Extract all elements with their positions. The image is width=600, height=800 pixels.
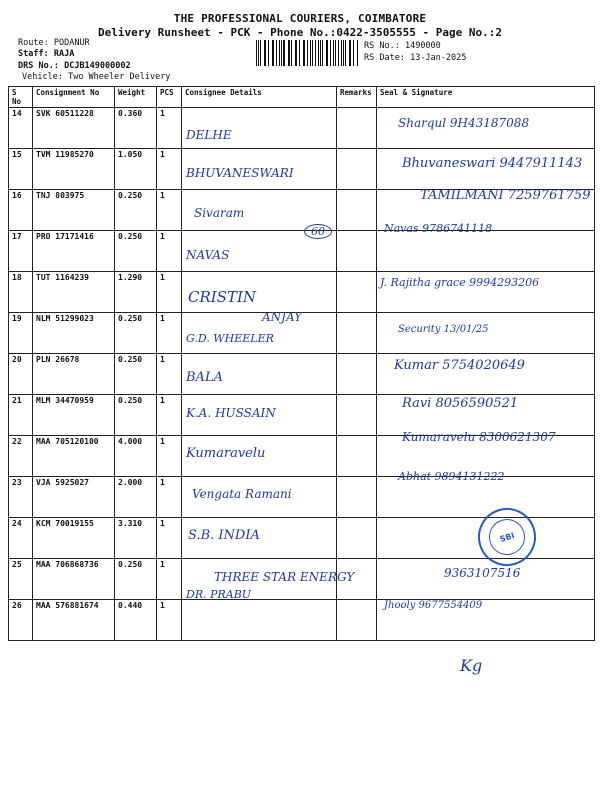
rs-date-label: RS Date: — [364, 53, 405, 63]
sno-cell: 21 — [9, 395, 33, 436]
handwritten-signature: Security 13/01/25 — [398, 324, 489, 335]
handwritten-consignee: DR. PRABU — [186, 588, 252, 601]
remarks-cell — [337, 272, 377, 313]
drs-value: DCJB149000002 — [64, 61, 131, 71]
rs-no-label: RS No.: — [364, 41, 400, 51]
sno-cell: 25 — [9, 559, 33, 600]
remarks-cell — [337, 190, 377, 231]
handwritten-consignee: K.A. HUSSAIN — [186, 406, 276, 420]
consignment-cell: TNJ 803975 — [33, 190, 115, 231]
handwritten-60: 60 — [304, 224, 332, 239]
barcode-bar — [322, 40, 323, 66]
consignment-cell: PRO 17171416 — [33, 231, 115, 272]
barcode-bar — [343, 40, 344, 66]
staff-label: Staff: — [18, 49, 49, 59]
col-pcs: PCS — [157, 87, 182, 108]
weight-cell: 0.250 — [115, 395, 157, 436]
consignment-cell: SVK 60511228 — [33, 108, 115, 149]
barcode-bar — [279, 40, 280, 66]
consignment-cell: TUT 1164239 — [33, 272, 115, 313]
table-header-row — [9, 87, 595, 108]
pcs-cell: 1 — [157, 272, 182, 313]
handwritten-consignee: S.B. INDIA — [188, 528, 260, 543]
rs-no-line — [364, 41, 441, 51]
weight-cell: 0.360 — [115, 108, 157, 149]
handwritten-consignee: CRISTIN — [188, 288, 257, 306]
stamp-text: SBI — [484, 514, 529, 559]
consignment-cell: MAA 576881674 — [33, 600, 115, 641]
runsheet-title: Delivery Runsheet - PCK - Phone No.:0422-3505555 - Page No.:2 — [98, 26, 502, 39]
pcs-cell: 1 — [157, 313, 182, 354]
weight-cell: 0.440 — [115, 600, 157, 641]
route-label: Route: — [18, 38, 49, 48]
consignment-cell: VJA 5925027 — [33, 477, 115, 518]
weight-cell: 0.250 — [115, 559, 157, 600]
sno-cell: 15 — [9, 149, 33, 190]
staff-value: RAJA — [53, 49, 75, 59]
weight-cell: 2.000 — [115, 477, 157, 518]
weight-cell: 0.250 — [115, 354, 157, 395]
handwritten-consignee: Kumaravelu — [186, 446, 266, 461]
drs-line — [18, 61, 131, 71]
sno-cell: 22 — [9, 436, 33, 477]
pcs-cell: 1 — [157, 518, 182, 559]
remarks-cell — [337, 436, 377, 477]
consignment-cell: MAA 705120100 — [33, 436, 115, 477]
col-consignment: Consignment No — [33, 87, 115, 108]
remarks-cell — [337, 600, 377, 641]
remarks-cell — [337, 518, 377, 559]
handwritten-signature: TAMILMANI 7259761759 — [420, 188, 591, 203]
barcode-bar — [350, 40, 351, 66]
bottom-initials: Kg — [460, 656, 483, 675]
handwritten-consignee: BHUVANESWARI — [186, 166, 294, 180]
consignee-cell — [182, 600, 337, 641]
handwritten-signature: Jhooly 9677554409 — [384, 600, 483, 611]
barcode-bar — [256, 40, 257, 66]
sno-cell: 23 — [9, 477, 33, 518]
col-weight: Weight — [115, 87, 157, 108]
route-line — [18, 38, 90, 48]
consignment-cell: NLM 51299023 — [33, 313, 115, 354]
pcs-cell: 1 — [157, 231, 182, 272]
rs-no-value: 1490000 — [404, 41, 441, 51]
pcs-cell: 1 — [157, 600, 182, 641]
sno-cell: 19 — [9, 313, 33, 354]
handwritten-signature: Bhuvaneswari 9447911143 — [402, 156, 583, 171]
remarks-cell — [337, 395, 377, 436]
remarks-cell — [337, 313, 377, 354]
col-consignee: Consignee Details — [182, 87, 337, 108]
barcode-bar — [303, 40, 304, 66]
pcs-cell: 1 — [157, 477, 182, 518]
table-row — [9, 600, 595, 641]
consignment-cell: TVM 11985270 — [33, 149, 115, 190]
handwritten-consignee: DELHE — [186, 128, 232, 142]
consignment-cell: KCM 70019155 — [33, 518, 115, 559]
col-sno: S No — [9, 87, 33, 108]
handwritten-signature: 9363107516 — [444, 566, 521, 580]
handwritten-signature: Kumar 5754020649 — [394, 358, 525, 373]
staff-line — [18, 49, 74, 59]
consignment-cell: PLN 26678 — [33, 354, 115, 395]
vehicle-line — [22, 72, 170, 82]
handwritten-anjay: ANJAY — [262, 310, 303, 324]
remarks-cell — [337, 108, 377, 149]
weight-cell: 0.250 — [115, 231, 157, 272]
sno-cell: 17 — [9, 231, 33, 272]
consignment-cell: MAA 706868736 — [33, 559, 115, 600]
signature-cell — [377, 231, 595, 272]
weight-cell: 1.050 — [115, 149, 157, 190]
consignment-cell: MLM 34470959 — [33, 395, 115, 436]
handwritten-signature: Kumaravelu 8300621307 — [402, 430, 556, 444]
rs-date-line — [364, 53, 466, 63]
handwritten-signature: Sharqul 9H43187088 — [398, 116, 530, 130]
weight-cell: 0.250 — [115, 190, 157, 231]
barcode-image — [256, 40, 358, 66]
weight-cell: 0.250 — [115, 313, 157, 354]
barcode-bar — [291, 40, 292, 66]
sno-cell: 14 — [9, 108, 33, 149]
remarks-cell — [337, 149, 377, 190]
company-title: THE PROFESSIONAL COURIERS, COIMBATORE — [173, 12, 427, 25]
vehicle-value: Two Wheeler Delivery — [68, 72, 171, 82]
barcode-bar — [265, 40, 266, 66]
barcode-bar — [330, 40, 331, 66]
table-row — [9, 231, 595, 272]
barcode-bar — [264, 40, 265, 66]
col-seal-signature: Seal & Signature — [377, 87, 595, 108]
remarks-cell — [337, 477, 377, 518]
handwritten-consignee: Vengata Ramani — [192, 487, 292, 501]
remarks-cell — [337, 231, 377, 272]
handwritten-signature: Abhat 9894131222 — [398, 470, 505, 483]
sno-cell: 20 — [9, 354, 33, 395]
pcs-cell: 1 — [157, 354, 182, 395]
pcs-cell: 1 — [157, 436, 182, 477]
barcode-bar — [276, 40, 277, 66]
pcs-cell: 1 — [157, 395, 182, 436]
vehicle-label: Vehicle: — [22, 72, 63, 82]
barcode-bar — [299, 40, 300, 66]
barcode-bar — [318, 40, 319, 66]
rs-date-value: 13-Jan-2025 — [410, 53, 467, 63]
pcs-cell: 1 — [157, 190, 182, 231]
sno-cell: 26 — [9, 600, 33, 641]
barcode-bar — [349, 40, 350, 66]
barcode-bar — [283, 40, 284, 66]
sno-cell: 18 — [9, 272, 33, 313]
handwritten-consignee: BALA — [186, 370, 223, 385]
handwritten-signature: J. Rajitha grace 9994293206 — [380, 276, 540, 289]
weight-cell: 3.310 — [115, 518, 157, 559]
pcs-cell: 1 — [157, 559, 182, 600]
handwritten-consignee: THREE STAR ENERGY — [214, 570, 355, 584]
handwritten-signature: Ravi 8056590521 — [402, 396, 519, 411]
sno-cell: 16 — [9, 190, 33, 231]
sno-cell: 24 — [9, 518, 33, 559]
handwritten-consignee: Sivaram — [194, 206, 245, 220]
remarks-cell — [337, 354, 377, 395]
drs-label: DRS No.: — [18, 61, 59, 71]
barcode-bar — [333, 40, 334, 66]
handwritten-consignee: G.D. WHEELER — [186, 332, 274, 345]
barcode-bar — [310, 40, 311, 66]
weight-cell: 1.290 — [115, 272, 157, 313]
col-remarks: Remarks — [337, 87, 377, 108]
handwritten-consignee: NAVAS — [186, 248, 230, 262]
pcs-cell: 1 — [157, 108, 182, 149]
weight-cell: 4.000 — [115, 436, 157, 477]
route-value: PODANUR — [53, 38, 90, 48]
handwritten-signature: Navas 9786741118 — [384, 222, 493, 235]
pcs-cell: 1 — [157, 149, 182, 190]
